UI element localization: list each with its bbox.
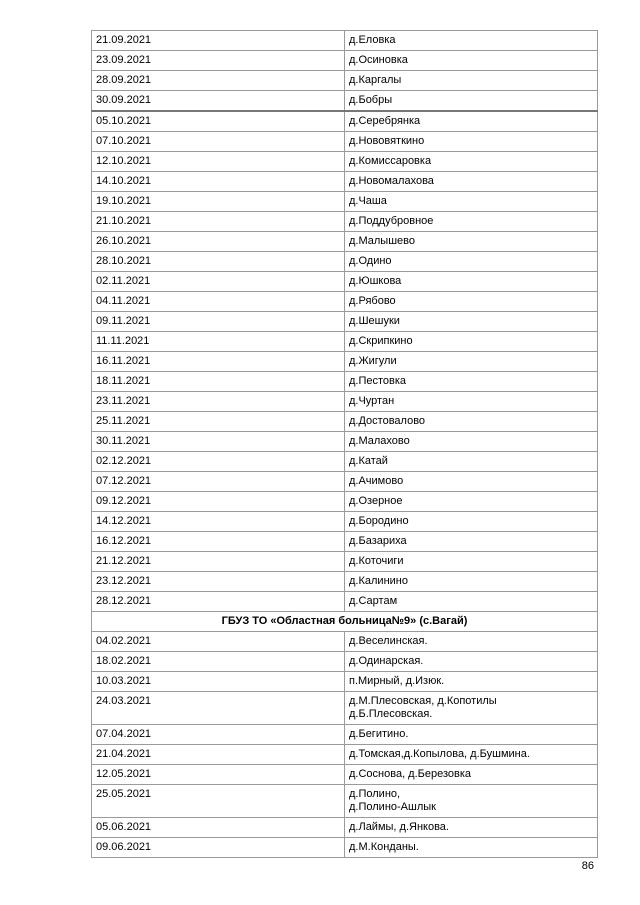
- table-row: [92, 725, 598, 745]
- date-cell: 02.12.2021: [92, 452, 345, 472]
- date-cell: 07.04.2021: [92, 725, 345, 745]
- table-row: [92, 492, 598, 512]
- table-row: [92, 512, 598, 532]
- place-cell: д.Бобры: [345, 91, 598, 112]
- date-cell: 26.10.2021: [92, 232, 345, 252]
- date-cell: 23.12.2021: [92, 572, 345, 592]
- date-cell: 05.10.2021: [92, 111, 345, 132]
- date-cell: 05.06.2021: [92, 818, 345, 838]
- table-row: [92, 352, 598, 372]
- place-cell: д.Полино, д.Полино-Ашлык: [345, 785, 598, 818]
- date-cell: 04.02.2021: [92, 632, 345, 652]
- date-cell: 07.10.2021: [92, 132, 345, 152]
- place-cell: д.М.Конданы.: [345, 838, 598, 858]
- date-cell: 12.10.2021: [92, 152, 345, 172]
- place-cell: д.М.Плесовская, д.Копотилы д.Б.Плесовская.: [345, 692, 598, 725]
- date-cell: 10.03.2021: [92, 672, 345, 692]
- date-cell: 30.09.2021: [92, 91, 345, 112]
- table-row: [92, 111, 598, 132]
- date-cell: 11.11.2021: [92, 332, 345, 352]
- date-cell: 07.12.2021: [92, 472, 345, 492]
- table-row: [92, 632, 598, 652]
- date-cell: 30.11.2021: [92, 432, 345, 452]
- section-header-row: [92, 612, 598, 632]
- date-cell: 21.10.2021: [92, 212, 345, 232]
- date-cell: 12.05.2021: [92, 765, 345, 785]
- place-cell: д.Еловка: [345, 31, 598, 51]
- table-row: [92, 785, 598, 818]
- place-cell: д.Базариха: [345, 532, 598, 552]
- table-row: [92, 71, 598, 91]
- date-cell: 24.03.2021: [92, 692, 345, 725]
- place-cell: д.Серебрянка: [345, 111, 598, 132]
- date-cell: 23.09.2021: [92, 51, 345, 71]
- place-cell: д.Бородино: [345, 512, 598, 532]
- table-row: [92, 232, 598, 252]
- table-row: [92, 692, 598, 725]
- place-cell: д.Озерное: [345, 492, 598, 512]
- date-cell: 19.10.2021: [92, 192, 345, 212]
- table-row: [92, 672, 598, 692]
- place-cell: д.Поддубровное: [345, 212, 598, 232]
- section-title: ГБУЗ ТО «Областная больница№9» (с.Вагай): [92, 612, 598, 632]
- date-cell: 28.09.2021: [92, 71, 345, 91]
- table-row: [92, 152, 598, 172]
- table-row: [92, 472, 598, 492]
- table-row: [92, 432, 598, 452]
- date-cell: 09.06.2021: [92, 838, 345, 858]
- place-cell: д.Ачимово: [345, 472, 598, 492]
- table-row: [92, 452, 598, 472]
- date-cell: 25.11.2021: [92, 412, 345, 432]
- date-cell: 18.02.2021: [92, 652, 345, 672]
- date-cell: 25.05.2021: [92, 785, 345, 818]
- place-cell: д.Каргалы: [345, 71, 598, 91]
- table-row: [92, 292, 598, 312]
- place-cell: д.Одино: [345, 252, 598, 272]
- table-row: [92, 31, 598, 51]
- date-cell: 04.11.2021: [92, 292, 345, 312]
- place-cell: д.Юшкова: [345, 272, 598, 292]
- page-number: 86: [581, 860, 594, 872]
- table-row: [92, 838, 598, 858]
- place-cell: д.Нововяткино: [345, 132, 598, 152]
- place-cell: д.Скрипкино: [345, 332, 598, 352]
- table-row: [92, 745, 598, 765]
- place-cell: д.Чаша: [345, 192, 598, 212]
- table-row: [92, 172, 598, 192]
- table-row: [92, 552, 598, 572]
- place-cell: д.Бегитино.: [345, 725, 598, 745]
- place-cell: д.Пестовка: [345, 372, 598, 392]
- table-row: [92, 91, 598, 112]
- table-row: [92, 532, 598, 552]
- place-cell: д.Чуртан: [345, 392, 598, 412]
- date-cell: 02.11.2021: [92, 272, 345, 292]
- date-cell: 28.10.2021: [92, 252, 345, 272]
- table-row: [92, 252, 598, 272]
- date-cell: 21.12.2021: [92, 552, 345, 572]
- date-cell: 16.12.2021: [92, 532, 345, 552]
- place-cell: п.Мирный, д.Изюк.: [345, 672, 598, 692]
- place-cell: д.Комиссаровка: [345, 152, 598, 172]
- table-row: [92, 818, 598, 838]
- table-row: [92, 212, 598, 232]
- date-cell: 21.04.2021: [92, 745, 345, 765]
- place-cell: д.Сартам: [345, 592, 598, 612]
- table-row: [92, 132, 598, 152]
- date-cell: 28.12.2021: [92, 592, 345, 612]
- place-cell: д.Соснова, д.Березовка: [345, 765, 598, 785]
- place-cell: д.Томская,д.Копылова, д.Бушмина.: [345, 745, 598, 765]
- place-cell: д.Новомалахова: [345, 172, 598, 192]
- place-cell: д.Шешуки: [345, 312, 598, 332]
- table-row: [92, 332, 598, 352]
- place-cell: д.Достовалово: [345, 412, 598, 432]
- date-cell: 09.11.2021: [92, 312, 345, 332]
- date-cell: 16.11.2021: [92, 352, 345, 372]
- place-cell: д.Малышево: [345, 232, 598, 252]
- date-cell: 09.12.2021: [92, 492, 345, 512]
- table-row: [92, 272, 598, 292]
- place-cell: д.Малахово: [345, 432, 598, 452]
- table-row: [92, 765, 598, 785]
- table-row: [92, 392, 598, 412]
- date-cell: 14.12.2021: [92, 512, 345, 532]
- table-row: [92, 192, 598, 212]
- date-cell: 18.11.2021: [92, 372, 345, 392]
- place-cell: д.Коточиги: [345, 552, 598, 572]
- table-row: [92, 51, 598, 71]
- schedule-table: [91, 30, 598, 858]
- table-row: [92, 372, 598, 392]
- table-row: [92, 652, 598, 672]
- date-cell: 14.10.2021: [92, 172, 345, 192]
- table-row: [92, 312, 598, 332]
- schedule-table-body: [92, 31, 598, 858]
- place-cell: д.Лаймы, д.Янкова.: [345, 818, 598, 838]
- date-cell: 23.11.2021: [92, 392, 345, 412]
- place-cell: д.Жигули: [345, 352, 598, 372]
- place-cell: д.Веселинская.: [345, 632, 598, 652]
- place-cell: д.Осиновка: [345, 51, 598, 71]
- date-cell: 21.09.2021: [92, 31, 345, 51]
- place-cell: д.Калинино: [345, 572, 598, 592]
- table-row: [92, 572, 598, 592]
- place-cell: д.Одинарская.: [345, 652, 598, 672]
- place-cell: д.Рябово: [345, 292, 598, 312]
- place-cell: д.Катай: [345, 452, 598, 472]
- table-row: [92, 412, 598, 432]
- table-row: [92, 592, 598, 612]
